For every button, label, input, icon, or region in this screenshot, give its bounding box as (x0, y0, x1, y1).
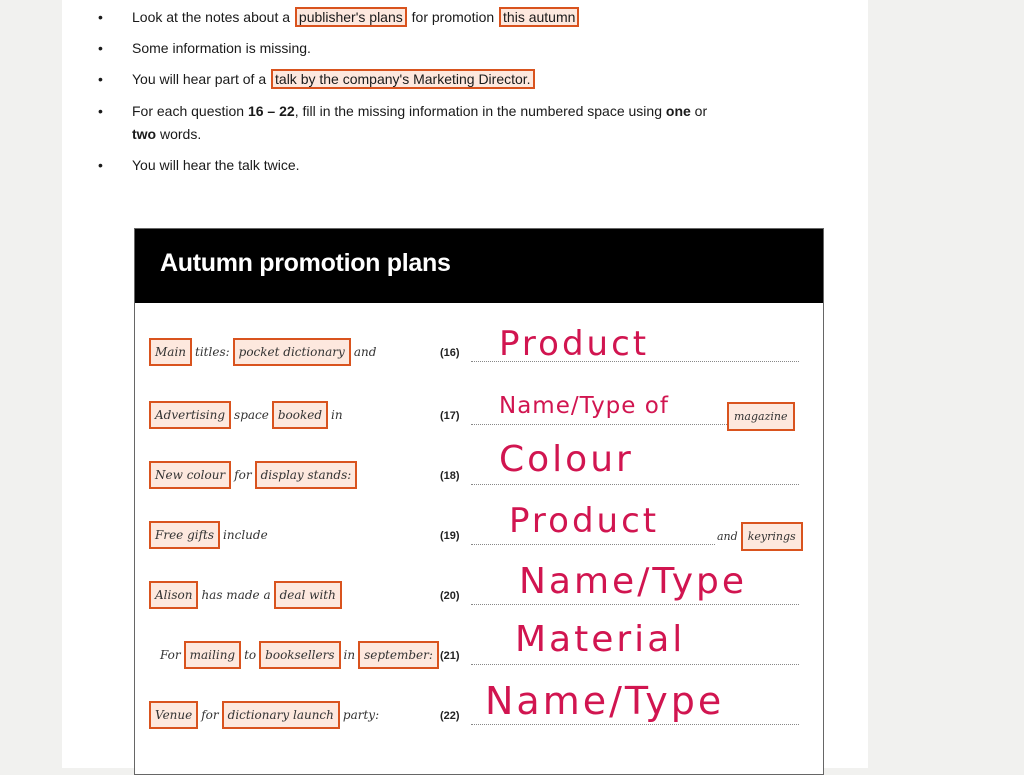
form-row-22 (135, 679, 823, 737)
instruction-text: You will hear part of a (132, 71, 271, 87)
handwritten-answer: Colour (499, 439, 634, 480)
note-plain: space (234, 408, 269, 422)
note-text (149, 397, 346, 433)
highlight-box: Alison (149, 581, 198, 609)
note-plain: for (234, 468, 252, 482)
instruction-text: Look at the notes about a (132, 9, 294, 25)
note-plain: titles: (195, 345, 230, 359)
instruction-item (98, 68, 812, 91)
note-plain: for (201, 708, 219, 722)
instruction-text: for promotion (407, 9, 499, 25)
note-plain: in (343, 648, 356, 662)
form-row-18 (135, 439, 823, 497)
note-text (157, 637, 439, 673)
highlight-box: Main (149, 338, 192, 366)
highlight-box: this autumn (499, 7, 579, 27)
handwritten-answer: Product (499, 324, 650, 364)
note-plain: For (160, 648, 181, 662)
note-plain: party: (342, 708, 380, 722)
instruction-bold: one (665, 103, 691, 119)
highlight-box: magazine (727, 402, 795, 431)
form-row-16 (135, 324, 823, 374)
note-plain: to (244, 648, 257, 662)
highlight-box: september: (358, 641, 439, 669)
answer-line[interactable] (471, 484, 799, 485)
answer-line[interactable] (471, 424, 727, 425)
worksheet-page (62, 0, 868, 768)
question-number: (16) (440, 347, 460, 359)
bullet-dot: • (98, 157, 103, 173)
question-number: (21) (440, 650, 460, 662)
question-number: (19) (440, 530, 460, 542)
instruction-text: , fill in the missing information in the numbered space using (294, 103, 666, 119)
note-plain: in (331, 408, 343, 422)
handwritten-answer: Name/Type of (499, 393, 669, 419)
form-row-21 (135, 619, 823, 677)
question-number: (22) (440, 710, 460, 722)
instruction-text: or (690, 103, 708, 119)
instruction-text: You will hear the talk twice. (132, 157, 300, 173)
answer-line[interactable] (471, 544, 715, 545)
instruction-bold: 16 – 22 (247, 103, 295, 119)
note-plain: include (223, 528, 268, 542)
highlight-box: pocket dictionary (233, 338, 351, 366)
note-text (149, 334, 379, 370)
bullet-dot: • (98, 71, 103, 87)
highlight-box: talk by the company's Marketing Director. (271, 69, 535, 89)
note-plain: and (717, 530, 738, 543)
question-number: (17) (440, 410, 460, 422)
instruction-item (98, 100, 812, 146)
bullet-dot: • (98, 40, 103, 56)
highlight-box: Advertising (149, 401, 231, 429)
answer-line[interactable] (471, 724, 799, 725)
highlight-box: booksellers (259, 641, 340, 669)
note-text (717, 522, 803, 551)
form-title: Autumn promotion plans (160, 249, 451, 277)
bullet-dot: • (98, 103, 103, 119)
instruction-bold: two (132, 126, 157, 142)
instruction-item (98, 37, 812, 60)
question-number: (20) (440, 590, 460, 602)
handwritten-answer: Name/Type (485, 679, 725, 723)
highlight-box: keyrings (741, 522, 803, 551)
highlight-box: Free gifts (149, 521, 220, 549)
form-row-19 (135, 501, 823, 557)
note-plain: and (353, 345, 377, 359)
highlight-box: dictionary launch (222, 701, 340, 729)
handwritten-answer: Name/Type (519, 561, 748, 602)
form-row-20 (135, 561, 823, 617)
instruction-item (98, 6, 812, 29)
answer-line[interactable] (471, 604, 799, 605)
bullet-dot: • (98, 9, 103, 25)
highlight-box: display stands: (255, 461, 358, 489)
handwritten-answer: Material (515, 619, 686, 660)
instruction-text: For each question (132, 103, 248, 119)
highlight-box: Venue (149, 701, 198, 729)
note-text (149, 577, 342, 613)
instruction-text: Some information is missing. (132, 40, 311, 56)
notes-form (134, 228, 824, 775)
note-text (149, 457, 357, 493)
highlight-box: mailing (184, 641, 241, 669)
instruction-item (98, 154, 812, 177)
answer-line[interactable] (471, 664, 799, 665)
instruction-text: words. (156, 126, 202, 142)
highlight-box: booked (272, 401, 328, 429)
note-text (727, 402, 795, 431)
highlight-box: publisher's plans (295, 7, 407, 27)
form-row-17 (135, 393, 823, 437)
note-text (149, 697, 382, 733)
form-header (135, 229, 823, 303)
note-text (149, 517, 271, 553)
handwritten-answer: Product (509, 501, 660, 541)
highlight-box: New colour (149, 461, 231, 489)
highlight-box: deal with (274, 581, 342, 609)
question-number: (18) (440, 470, 460, 482)
note-plain: has made a (201, 588, 271, 602)
